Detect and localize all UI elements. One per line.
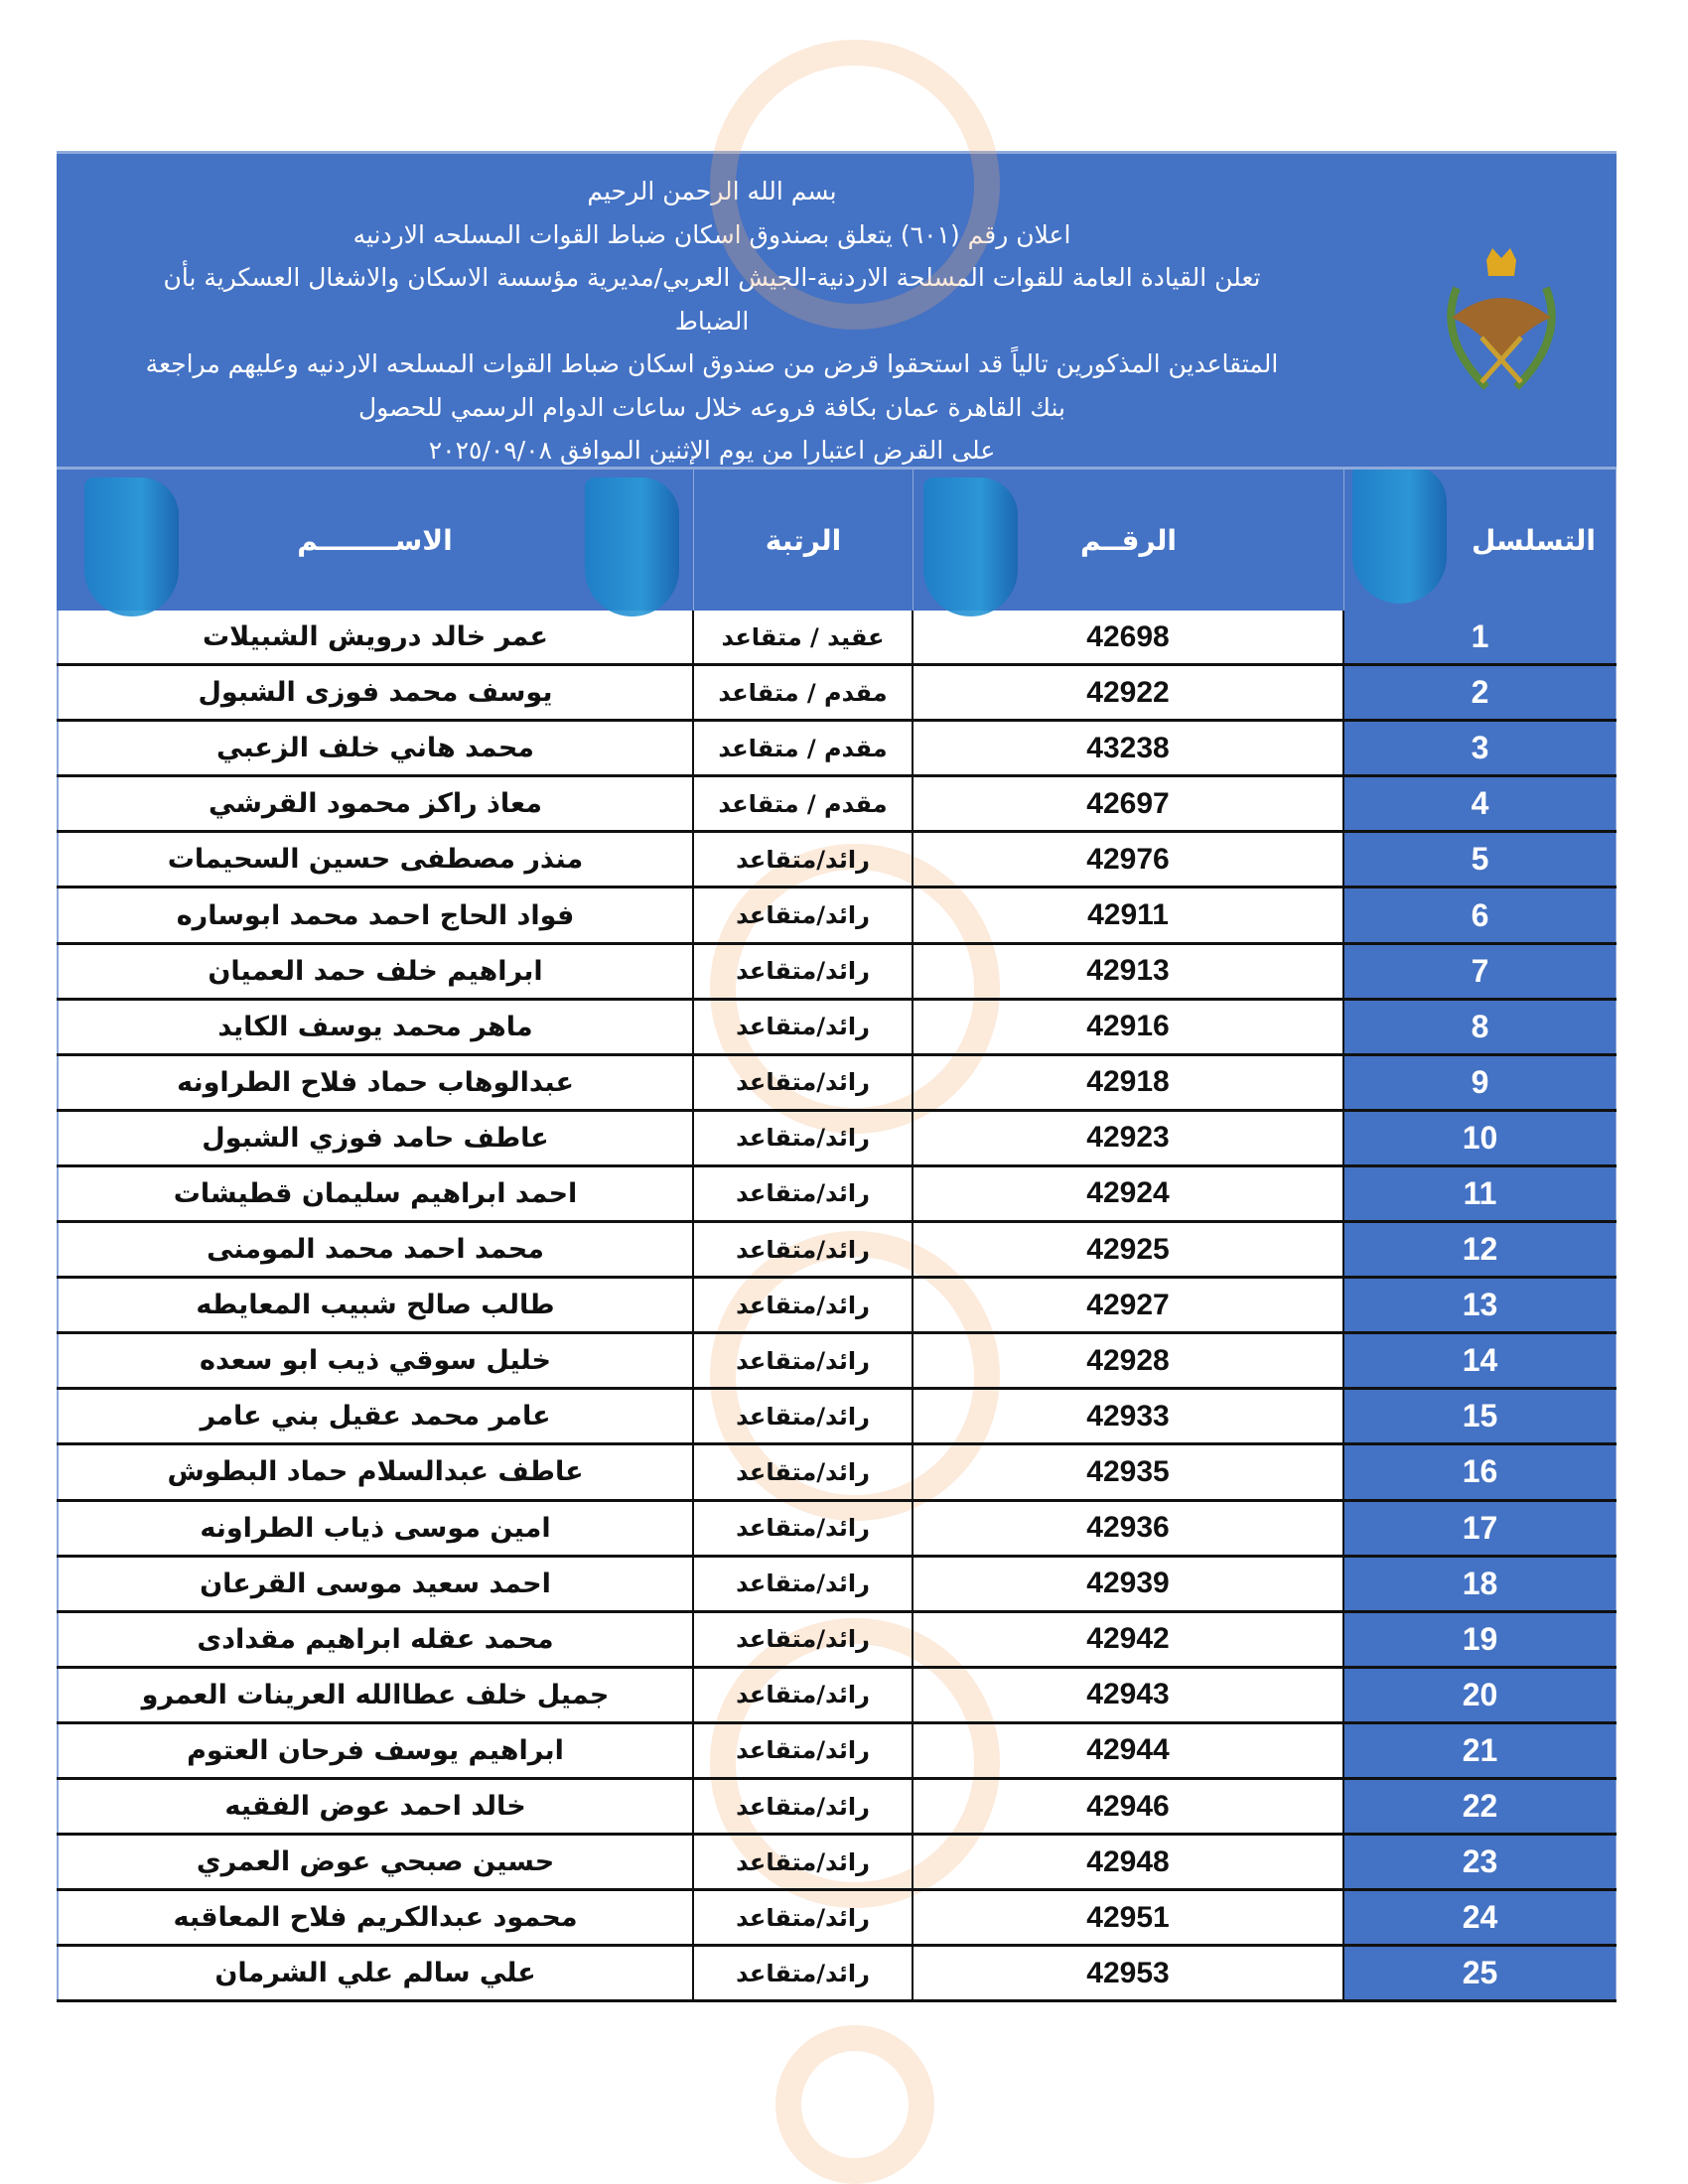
name-cell: خليل سوقي ذيب ابو سعده [57,1334,694,1387]
header-number: الرقــم [914,470,1344,611]
rank-cell: رائد/متقاعد [694,1334,914,1387]
number-cell: 42936 [914,1502,1344,1555]
table-row [57,1558,1617,1613]
table-header [57,467,1617,611]
name-cell: احمد سعيد موسى القرعان [57,1558,694,1610]
seq-cell: 7 [1344,945,1617,998]
number-cell: 42951 [914,1891,1344,1944]
banner-line: على القرض اعتبارا من يوم الإثنين الموافق ٢٠٢٥/٠٩/٠٨ [428,436,996,465]
rank-cell: رائد/متقاعد [694,1001,914,1053]
table-row [57,1836,1617,1891]
header-name: الاســــــــم [57,470,694,611]
rank-cell: رائد/متقاعد [694,945,914,998]
table-body [57,611,1617,2002]
number-cell: 42944 [914,1724,1344,1777]
name-cell: ماهر محمد يوسف الكايد [57,1001,694,1053]
seq-cell: 14 [1344,1334,1617,1387]
name-cell: منذر مصطفى حسين السحيمات [57,833,694,886]
table-row [57,611,1617,666]
rank-cell: عقيد / متقاعد [694,611,914,663]
number-cell: 42976 [914,833,1344,886]
table-row [57,1112,1617,1167]
table-row [57,1613,1617,1669]
number-cell: 42953 [914,1947,1344,1999]
table-row [57,833,1617,888]
number-cell: 42927 [914,1279,1344,1331]
seq-cell: 13 [1344,1279,1617,1331]
table-row [57,1947,1617,2002]
table-row [57,945,1617,1001]
number-cell: 42922 [914,666,1344,719]
table-row [57,1056,1617,1112]
seq-cell: 9 [1344,1056,1617,1109]
name-cell: عمر خالد درويش الشبيلات [57,611,694,663]
table-row [57,666,1617,722]
rank-cell: رائد/متقاعد [694,1669,914,1721]
seq-cell: 11 [1344,1167,1617,1220]
announcement-text [116,170,1308,473]
scroll-decoration-icon [84,478,179,616]
number-cell: 42939 [914,1558,1344,1610]
seq-cell: 8 [1344,1001,1617,1053]
rank-cell: رائد/متقاعد [694,1891,914,1944]
name-cell: ابراهيم يوسف فرحان العتوم [57,1724,694,1777]
seq-cell: 17 [1344,1502,1617,1555]
rank-cell: رائد/متقاعد [694,1279,914,1331]
name-cell: جميل خلف عطاالله العرينات العمرو [57,1669,694,1721]
rank-cell: رائد/متقاعد [694,833,914,886]
number-cell: 42913 [914,945,1344,998]
number-cell: 42948 [914,1836,1344,1888]
number-cell: 42935 [914,1445,1344,1498]
table-row [57,1445,1617,1501]
rank-cell: رائد/متقاعد [694,1947,914,1999]
seq-cell: 15 [1344,1390,1617,1442]
seq-cell: 4 [1344,777,1617,830]
rank-cell: رائد/متقاعد [694,1780,914,1833]
table-row [57,1334,1617,1390]
rank-cell: رائد/متقاعد [694,1223,914,1276]
loan-recipients-table [57,467,1617,2002]
seq-cell: 24 [1344,1891,1617,1944]
number-cell: 42946 [914,1780,1344,1833]
scroll-decoration-icon [1352,470,1447,604]
name-cell: محمود عبدالكريم فلاح المعاقبه [57,1891,694,1944]
table-row [57,722,1617,777]
rank-cell: رائد/متقاعد [694,1724,914,1777]
seq-cell: 12 [1344,1223,1617,1276]
number-cell: 42916 [914,1001,1344,1053]
table-row [57,1780,1617,1836]
table-row [57,1724,1617,1780]
seq-cell: 1 [1344,611,1617,663]
banner-line: تعلن القيادة العامة للقوات المسلحة الاردنية-الجيش العربي/مديرية مؤسسة الاسكان والاشغال العسكرية بأن [163,263,1261,292]
announcement-banner [57,151,1617,470]
seq-cell: 6 [1344,888,1617,941]
banner-line: الضباط [674,306,750,336]
seq-cell: 10 [1344,1112,1617,1164]
scroll-decoration-icon [923,478,1018,616]
name-cell: عاطف حامد فوزي الشبول [57,1112,694,1164]
seq-cell: 3 [1344,722,1617,774]
name-cell: فواد الحاج احمد محمد ابوساره [57,888,694,941]
name-cell: خالد احمد عوض الفقيه [57,1780,694,1833]
rank-cell: رائد/متقاعد [694,1167,914,1220]
table-row [57,1390,1617,1445]
name-cell: ابراهيم خلف حمد العميان [57,945,694,998]
number-cell: 42923 [914,1112,1344,1164]
rank-cell: رائد/متقاعد [694,1502,914,1555]
number-cell: 42942 [914,1613,1344,1666]
number-cell: 42918 [914,1056,1344,1109]
name-cell: عامر محمد عقيل بني عامر [57,1390,694,1442]
name-cell: محمد عقله ابراهيم مقدادى [57,1613,694,1666]
table-row [57,888,1617,944]
number-cell: 42943 [914,1669,1344,1721]
table-row [57,1502,1617,1558]
jordan-armed-forces-emblem-icon [1427,248,1576,397]
name-cell: محمد هاني خلف الزعبي [57,722,694,774]
table-row [57,1223,1617,1279]
seq-cell: 22 [1344,1780,1617,1833]
rank-cell: مقدم / متقاعد [694,777,914,830]
banner-line: بسم الله الرحمن الرحيم [587,177,837,205]
seq-cell: 18 [1344,1558,1617,1610]
watermark-clock [775,2025,934,2184]
name-cell: احمد ابراهيم سليمان قطيشات [57,1167,694,1220]
rank-cell: رائد/متقاعد [694,1836,914,1888]
rank-cell: رائد/متقاعد [694,1112,914,1164]
number-cell: 42924 [914,1167,1344,1220]
rank-cell: رائد/متقاعد [694,888,914,941]
number-cell: 42697 [914,777,1344,830]
number-cell: 42698 [914,611,1344,663]
rank-cell: مقدم / متقاعد [694,722,914,774]
name-cell: حسين صبحي عوض العمري [57,1836,694,1888]
rank-cell: رائد/متقاعد [694,1445,914,1498]
name-cell: عبدالوهاب حماد فلاح الطراونه [57,1056,694,1109]
header-seq: التسلسل [1344,470,1617,611]
number-cell: 42925 [914,1223,1344,1276]
name-cell: يوسف محمد فوزى الشبول [57,666,694,719]
number-cell: 42911 [914,888,1344,941]
rank-cell: رائد/متقاعد [694,1558,914,1610]
rank-cell: رائد/متقاعد [694,1056,914,1109]
seq-cell: 19 [1344,1613,1617,1666]
name-cell: محمد احمد محمد المومنى [57,1223,694,1276]
name-cell: معاذ راكز محمود القرشي [57,777,694,830]
rank-cell: مقدم / متقاعد [694,666,914,719]
banner-line: بنك القاهرة عمان بكافة فروعه خلال ساعات الدوام الرسمي للحصول [358,392,1065,422]
table-row [57,1001,1617,1056]
number-cell: 42933 [914,1390,1344,1442]
name-cell: عاطف عبدالسلام حماد البطوش [57,1445,694,1498]
scroll-decoration-icon [585,478,679,616]
banner-line: اعلان رقم (٦٠١) يتعلق بصندوق اسكان ضباط القوات المسلحه الاردنيه [352,219,1071,249]
seq-cell: 2 [1344,666,1617,719]
rank-cell: رائد/متقاعد [694,1390,914,1442]
table-row [57,1669,1617,1724]
table-row [57,1891,1617,1947]
header-rank: الرتبة [694,470,914,611]
table-row [57,777,1617,833]
table-row [57,1167,1617,1223]
rank-cell: رائد/متقاعد [694,1613,914,1666]
banner-line: المتقاعدين المذكورين تالياً قد استحقوا قرض من صندوق اسكان ضباط القوات المسلحه الاردنيه وعليهم مراجعة [145,349,1279,378]
number-cell: 43238 [914,722,1344,774]
seq-cell: 25 [1344,1947,1617,1999]
seq-cell: 23 [1344,1836,1617,1888]
seq-cell: 5 [1344,833,1617,886]
name-cell: امين موسى ذياب الطراونه [57,1502,694,1555]
table-row [57,1279,1617,1334]
seq-cell: 16 [1344,1445,1617,1498]
name-cell: علي سالم علي الشرمان [57,1947,694,1999]
seq-cell: 20 [1344,1669,1617,1721]
seq-cell: 21 [1344,1724,1617,1777]
name-cell: طالب صالح شبيب المعايطه [57,1279,694,1331]
number-cell: 42928 [914,1334,1344,1387]
